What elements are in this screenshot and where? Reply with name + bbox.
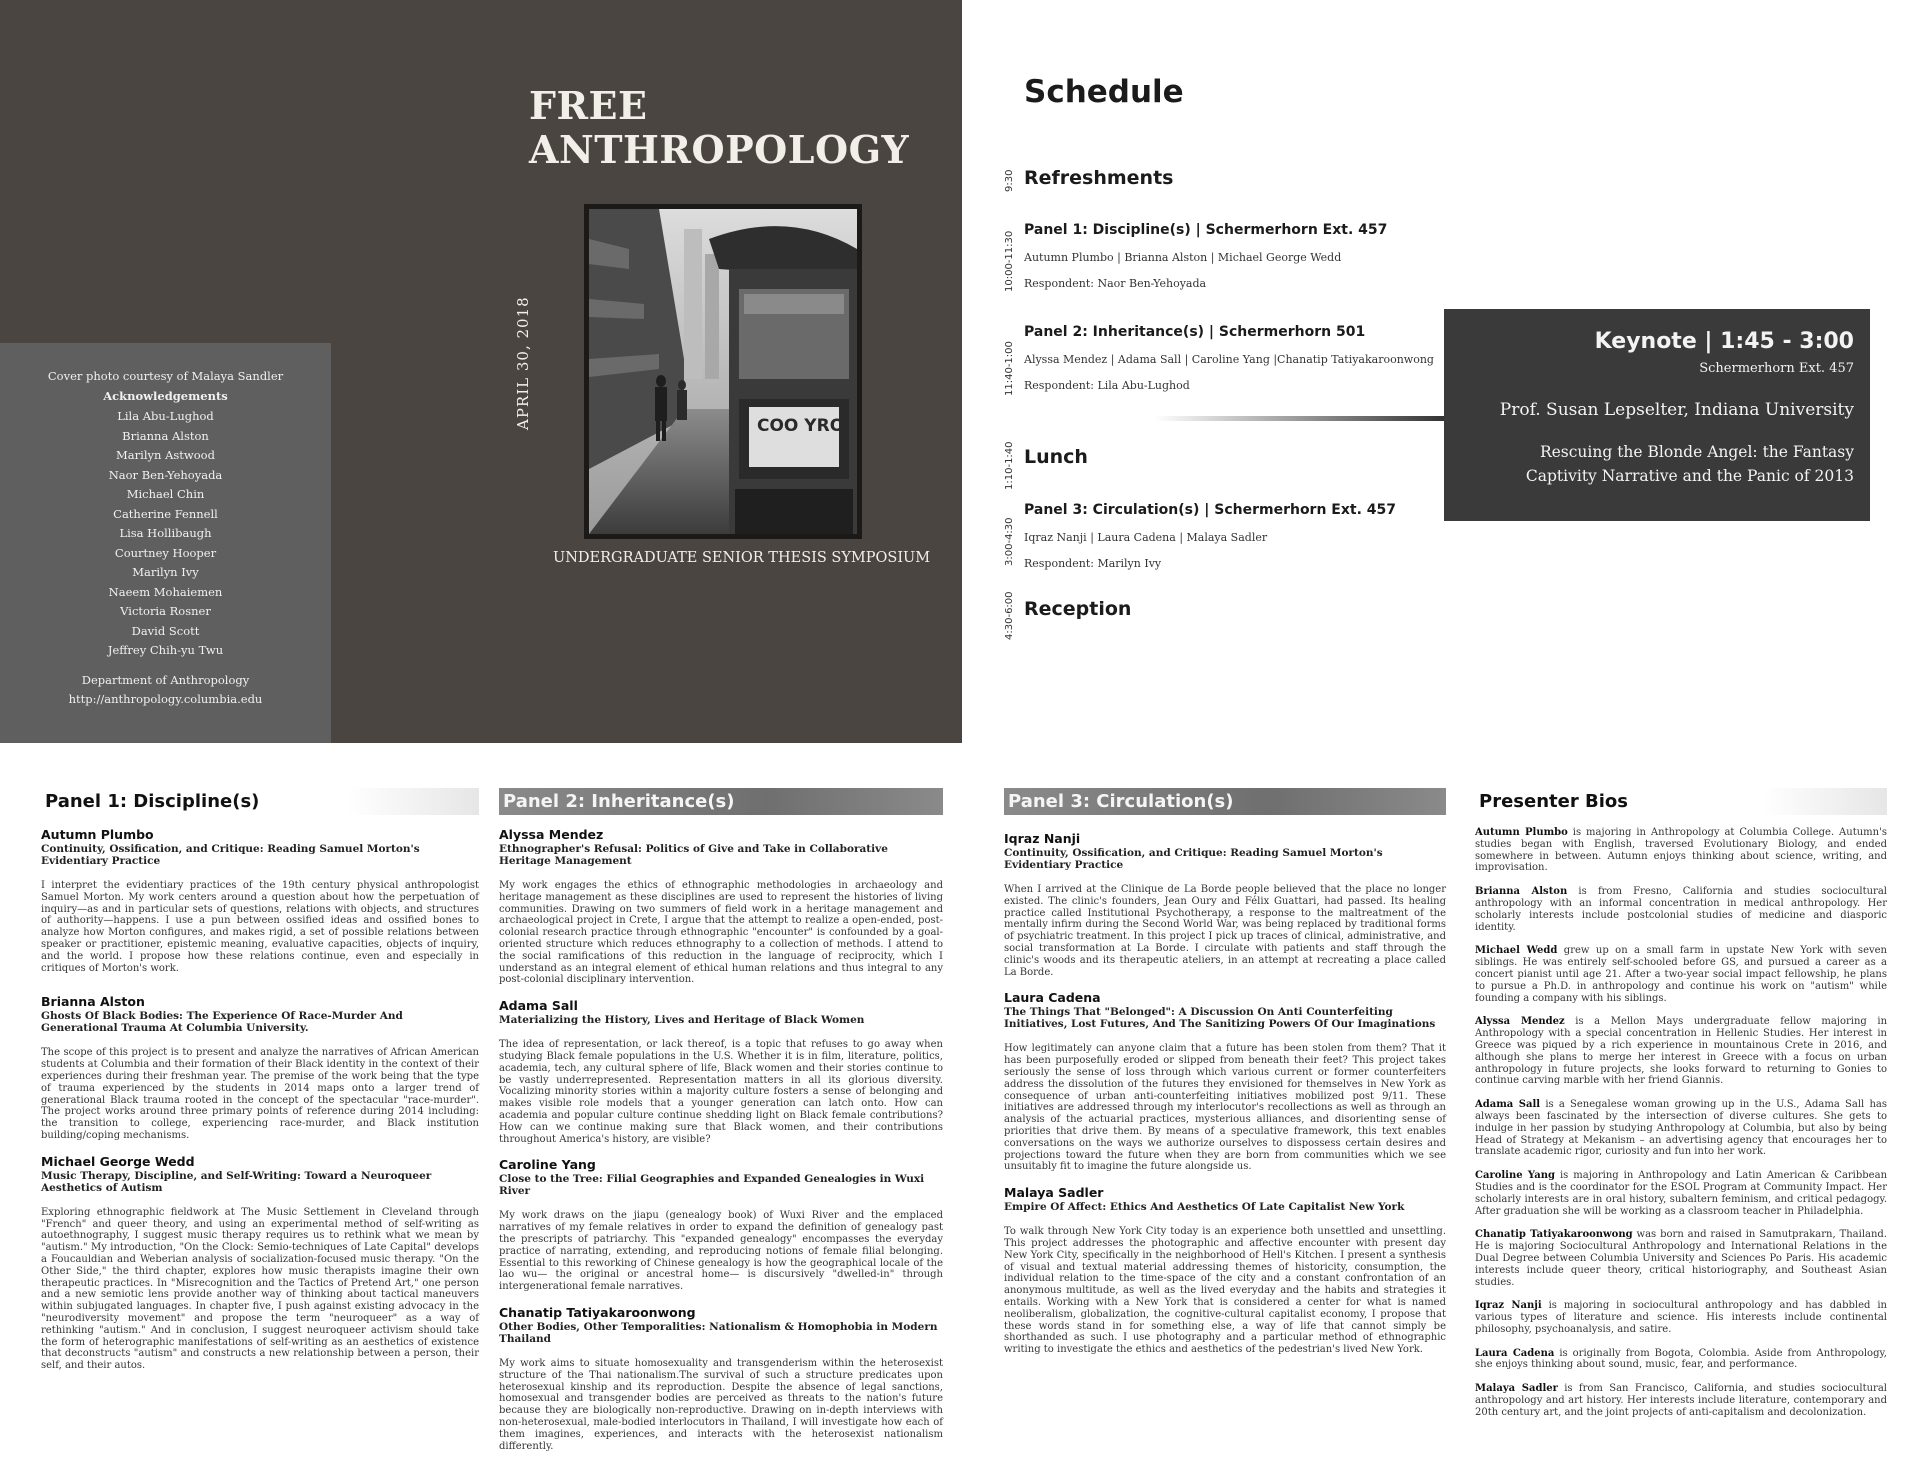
acknowledgements-list (0, 407, 331, 661)
paper-abstract: My work aims to situate homosexuality and transgenderism within the heterosexist structure of the Thai nationalism.The survival of such a structure predicates upon heterosexual kinship and its reproduction. Despite the absence of legal sanctions, homosexual and transgender bodies are perceived as threats to the nation's future because they are biologically non-reproductive. Drawing on in-depth interviews with non-heterosexual, male-bodied interlocutors in Thailand, I will investigate how each of them imagines, experiences, and interacts with the heterosexist nationalism differently. (499, 1357, 943, 1452)
bios-column (1475, 788, 1887, 1419)
reception-label: Reception (1024, 598, 1132, 620)
bio-text: is originally from Bogota, Colombia. Aside from Anthropology, she enjoys thinking about sound, music, fear, and performance. (1475, 1347, 1887, 1371)
paper-title: Close to the Tree: Filial Geographies and Expanded Genealogies in Wuxi River (499, 1173, 925, 1198)
bio-entry (1475, 1170, 1887, 1217)
ack-name: Catherine Fennell (113, 506, 218, 521)
presenter-name: Brianna Alston (41, 994, 145, 1010)
paper-title: Ghosts Of Black Bodies: The Experience Of Race-Murder And Generational Trauma At Columbia University. (41, 1010, 403, 1035)
paper-title: Continuity, Ossification, and Critique: Reading Samuel Morton's Evidentiary Practice (1004, 847, 1383, 871)
paper-abstract: When I arrived at the Clinique de La Borde people believed that the place no longer existed. The clinic's founders, Jean Oury and Félix Guattari, had passed. Its healing practice called Institutional Psychotherapy, a response to the maltreatment of the mentally infirm during the Second World War, was being replaced by traditional forms of psychiatric treatment. In this project I pick up traces of clinical, administrative, and social transformation at La Borde. I circulate with patients and staff through the clinic's woods and its therapeutic ateliers, in an attempt at recreating a place called La Borde. (1004, 884, 1446, 978)
street-scene-photo (589, 209, 857, 534)
panel2-heading: Panel 2: Inheritance(s) (499, 788, 943, 815)
paper-title: Materializing the History, Lives and Heritage of Black Women (499, 1014, 865, 1027)
panel3-time: 3:00-4:30 (1004, 517, 1015, 566)
panel3-heading: Panel 3: Circulation(s) (1004, 788, 1446, 815)
bio-name: Iqraz Nanji (1475, 1300, 1542, 1312)
panel1-presenters: Autumn Plumbo | Brianna Alston | Michael George Wedd (1024, 251, 1342, 264)
bio-entry (1475, 1229, 1887, 1288)
panel1-heading: Panel 1: Discipline(s) (41, 788, 479, 815)
bio-text: grew up on a small farm in upstate New York with seven siblings. He was entirely self-schooled before GS, and pursued a career as a concert pianist until age 21. After a two-year social impact fellowship, he plans to pursue a Ph.D. in anthropology and continue his work on "autism" while founding a company with his siblings. (1475, 945, 1887, 1004)
ack-name: Brianna Alston (122, 428, 209, 443)
paper-title: Other Bodies, Other Temporalities: Nationalism & Homophobia in Modern Thailand (499, 1320, 938, 1345)
bio-name: Michael Wedd (1475, 945, 1558, 957)
presenter-name: Laura Cadena (1004, 990, 1101, 1006)
keynote-speaker: Prof. Susan Lepselter, Indiana University (1499, 400, 1854, 420)
ack-name: Michael Chin (126, 487, 205, 501)
paper-abstract: My work engages the ethics of ethnographic methodologies in archaeology and heritage management as these disciplines are used to represent the histories of living communities. Drawing on two summers of field work in a heritage management and archaeological project in Crete, I argue that the attempt to realize a open-ended, post-colonial research practice through ethnographic "encounter" is confounded by a goal-oriented structure which reduces ethnography to a collection of methods. I attend to the social ramifications of this reduction in the language of reciprocity, which I understand as an integral element of ethical human relations and thus integral to any post-colonial disciplinary intervention. (499, 880, 943, 986)
acknowledgements-panel (0, 343, 331, 743)
bio-entry (1475, 827, 1887, 874)
cover-subtitle: UNDERGRADUATE SENIOR THESIS SYMPOSIUM (553, 550, 931, 566)
panel1-time: 10:00-11:30 (1004, 230, 1015, 292)
bios-heading: Presenter Bios (1475, 788, 1887, 815)
paper-abstract: To walk through New York City today is an experience both unsettled and unsettling. This project addresses the photographic and affective encounter with present day New York City, specifically in the neighborhood of Hell's Kitchen. I present a synthesis of visual and textual material addressing themes of historicity, consumption, the individual relation to the time-space of the city and a constant confrontation of an anonymous multitude, as well as the lived everyday and the habits and strategies it entails. Working with a New York that is considered a center for what is named neoliberalism, globalization, the cognitive-cultural capitalist economy, I propose that these words stand in for something else, a way of life that cannot simply be shorthanded as such. I use photography and a particular method of ethnographic writing to investigate the ethics and aesthetics of the pedestrian's lived New York. (1004, 1226, 1446, 1356)
cart-sign-text: COO YRO (757, 416, 845, 436)
bio-name: Laura Cadena (1475, 1347, 1555, 1359)
abstract-entry (41, 827, 479, 974)
abstract-entry (1004, 1185, 1446, 1356)
paper-abstract: The idea of representation, or lack thereof, is a topic that refuses to go away when studying Black female populations in the U.S. Whether it is in film, literature, politics, academia, tech, any cultural sphere of life, Black women and their stories continue to be vastly underrepresented. Representation matters in all its glorious diversity. Vocalizing minority stories within a majority culture fosters a sense of belonging and makes visible role models that a younger generation can latch onto. How can academia and popular culture continue shedding light on Black female contributions? How can we continue making sure that Black women, and their contributions throughout America's history, are visible? (499, 1039, 943, 1145)
cover-title-line2: ANTHROPOLOGY (529, 127, 910, 172)
bio-entry (1475, 1300, 1887, 1335)
paper-abstract: How legitimately can anyone claim that a future has been stolen from them? That it has been purposefully eroded or slipped from beneath their feet? This project takes seriously the sense of loss through which various current or former counterfeiters address the dissolution of the futures they envisioned for themselves in New York as consequence of urban anti-counterfeiting initiatives mobilized post 9/11. These initiatives are addressed through my interlocutor's recollections as well as through an analysis of the actuarial practices, mysterious alliances, and disorienting sense of priorities that drive them. By means of a speculative framework, this text enables conversations on the ways we authorize ourselves to dispossess certain desires and projections toward the future when they are born from communities which we see unsuitably fit to imagine the future alongside us. (1004, 1043, 1446, 1173)
paper-abstract: The scope of this project is to present and analyze the narratives of African American students at Columbia and their formation of their Black identity in the context of their experiences during their freshman year. The premise of the work being that the type of trauma experienced by the students in 2014 maps onto a larger trend of generational Black trauma rooted in the concept of the spectacular "race-murder". The project works around three primary points of reference during 2014 including: the transition to college, experiencing race-murder, and Black institution building/coping mechanisms. (41, 1047, 479, 1141)
bio-name: Alyssa Mendez (1475, 1016, 1565, 1028)
bio-text: is from Fresno, California and studies sociocultural anthropology with an informal concentration in medical anthropology. Her scholarly interests include postcolonial studies of medicine and diasporic identity. (1475, 886, 1887, 933)
abstract-entry (499, 998, 943, 1145)
refreshments-label: Refreshments (1024, 167, 1174, 189)
presenter-name: Autumn Plumbo (41, 827, 154, 842)
acknowledgements-title: Acknowledgements (103, 389, 228, 403)
paper-abstract: My work draws on the jiapu (genealogy book) of Wuxi River and the emplaced narratives of my female relatives in order to expand the definition of genealogy past the prescripts of patriarchy. This "expanded genealogy" encompasses the everyday practice of narrating, extending, and reproducing notions of female filial belonging. Essential to this reworking of Chinese genealogy is how the geographical locale of the lao wu— the original or ancestral home— is discursively "dwelled-in" through intergenerational female narratives. (499, 1210, 943, 1293)
presenter-name: Michael George Wedd (41, 1153, 195, 1169)
paper-title: Continuity, Ossification, and Critique: Reading Samuel Morton's Evidentiary Practice (41, 843, 420, 867)
bio-text: is majoring in Anthropology at Columbia College. Autumn's studies began with English, traversed Evolutionary Biology, and ended somewhere in between. Autumn enjoys thinking about science, writing, and improvisation. (1475, 827, 1887, 874)
lunch-time: 1:10-1:40 (1004, 441, 1015, 490)
abstract-entry (499, 827, 943, 986)
refreshments-time: 9:30 (1004, 169, 1015, 192)
panel2-label: Panel 2: Inheritance(s) | Schermerhorn 501 (1024, 324, 1366, 340)
keynote-box (1444, 309, 1870, 521)
keynote-talk-title (1460, 440, 1854, 488)
panel2-respondent: Respondent: Lila Abu-Lughod (1024, 379, 1190, 392)
abstract-entry (41, 1154, 479, 1372)
bio-entry (1475, 1383, 1887, 1418)
bio-text: was born and raised in Samutprakarn, Thailand. He is majoring Sociocultural Anthropology and International Relations in the Dual Degree between Columbia University and Sciences Po Paris. His academic interests include queer theory, critical historiography, and Southeast Asian studies. (1475, 1229, 1887, 1288)
ack-name: David Scott (131, 623, 200, 638)
bio-entry (1475, 945, 1887, 1004)
bio-text: is from San Francisco, California, and studies sociocultural anthropology and art history. Her interests include literature, contemporary and 20th century art, and the joint projects of anti-capitalism and decolonization. (1475, 1383, 1887, 1418)
department-url[interactable]: http://anthropology.columbia.edu (68, 691, 263, 706)
bio-name: Adama Sall (1475, 1099, 1541, 1111)
bio-name: Autumn Plumbo (1475, 827, 1568, 838)
bio-name: Malaya Sadler (1475, 1383, 1558, 1395)
paper-title: Music Therapy, Discipline, and Self-Writing: Toward a Neuroqueer Aesthetics of Autism (41, 1169, 432, 1194)
abstract-entry (499, 1157, 943, 1293)
ack-name: Courtney Hooper (114, 545, 217, 560)
presenter-name: Alyssa Mendez (499, 827, 604, 842)
paper-abstract: I interpret the evidentiary practices of the 19th century physical anthropologist Samuel Morton. My work centers around a question about how the perpetuation of inquiry—as and in particular sets of questions, relations with objects, and structures of authority—happens. I use a pun between ossified ideas and ossified bones to analyze how Morton configures, and makes rigid, a set of possible relations between speaker or practitioner, epistemic meaning, evaluative capacities, objects of inquiry, and the world. I propose how these relations continue, even and especially in critiques of Morton's work. (41, 880, 479, 974)
bio-text: is a Senegalese woman growing up in the U.S., Adama Sall has always been fascinated by the intersection of diverse cultures. She gets to indulge in her passion by studying Anthropology at Columbia, but also by being Head of Strategy at Mekanism – an advertising agency that encourages her to translate academic rigor, curiosity and fun into her work. (1475, 1099, 1887, 1158)
keynote-talk-line1: Rescuing the Blonde Angel: the Fantasy (1539, 443, 1854, 461)
panel1-label: Panel 1: Discipline(s) | Schermerhorn Ext. 457 (1024, 222, 1388, 238)
panel1-column (41, 788, 479, 1372)
bio-text: is majoring in sociocultural anthropology and has dabbled in various types of literature and science. His interests include continental philosophy, psychoanalysis, and satire. (1475, 1300, 1887, 1335)
schedule-title: Schedule (1024, 74, 1184, 110)
bio-entry (1475, 1348, 1887, 1372)
panel3-presenters: Iqraz Nanji | Laura Cadena | Malaya Sadler (1024, 531, 1268, 544)
cover-photo (584, 204, 862, 539)
abstract-entry (499, 1305, 943, 1452)
bio-entry (1475, 886, 1887, 933)
panel2-column (499, 788, 943, 1452)
panel3-label: Panel 3: Circulation(s) | Schermerhorn Ext. 457 (1024, 502, 1397, 518)
bio-name: Caroline Yang (1475, 1170, 1555, 1182)
lunch-label: Lunch (1024, 446, 1088, 468)
presenter-name: Caroline Yang (499, 1157, 596, 1173)
ack-name: Lila Abu-Lughod (117, 409, 214, 423)
reception-time: 4:30-6:00 (1004, 591, 1015, 640)
ack-name: Lisa Hollibaugh (119, 526, 212, 540)
paper-abstract: Exploring ethnographic fieldwork at The Music Settlement in Cleveland through "French" and queer theory, and using an experimental method of self-writing as autoethnography, I suggest music therapy requires us to rethink what we mean by "autism." My introduction, "On the Clock: Semio-techniques of Late Capital" develops a Foucauldian and Weberian analysis of socialization-focused music therapy. "On the Other Side," the third chapter, explores how music therapists imagine their own therapeutic practices. In "Misrecognition and the Tactics of Pretend Art," one person and a new semiotic lens provide another way of thinking about tactical maneuvers within subjugated languages. In chapter five, I push against existing advocacy in the "neurodiversity movement" and propose the term "neuroqueer" as a way of rethinking "autism." And in conclusion, I suggest neuroqueer activism should take the form of heterographic manifestations of self-writing as an aesthetics of existence that deconstructs "autism" and constructs a new relationship between a person, their self, and their autos. (41, 1206, 479, 1372)
panel3-column (1004, 788, 1446, 1356)
paper-title: Ethnographer's Refusal: Politics of Give and Take in Collaborative Heritage Management (499, 843, 888, 867)
schedule-page (962, 0, 1920, 743)
abstract-entry (1004, 990, 1446, 1173)
bio-name: Brianna Alston (1475, 886, 1568, 898)
abstract-entry (1004, 831, 1446, 978)
presenter-name: Malaya Sadler (1004, 1185, 1104, 1201)
ack-name: Jeffrey Chih-yu Twu (107, 643, 224, 657)
presenter-name: Chanatip Tatiyakaroonwong (499, 1304, 696, 1320)
photo-credit: Cover photo courtesy of Malaya Sandler (47, 369, 284, 383)
bio-entry (1475, 1016, 1887, 1087)
panel3-respondent: Respondent: Marilyn Ivy (1024, 557, 1162, 570)
paper-title: The Things That "Belonged": A Discussion On Anti Counterfeiting Initiatives, Lost Futures, And The Sanitizing Powers Of Our Imaginations (1004, 1006, 1436, 1031)
ack-name: Victoria Rosner (120, 604, 211, 618)
keynote-title: Keynote | 1:45 - 3:00 (1594, 329, 1854, 354)
panel1-respondent: Respondent: Naor Ben-Yehoyada (1024, 277, 1207, 290)
keynote-talk-line2: Captivity Narrative and the Panic of 2013 (1525, 467, 1854, 485)
bio-text: is majoring in Anthropology and Latin American & Caribbean Studies and is the coordinator for the ESOL Program at Community Impact. Her scholarly interests are in oral history, subaltern feminism, and critical pedagogy. After graduation she will be working as a classroom teacher in Philadelphia. (1475, 1170, 1888, 1217)
presenter-name: Iqraz Nanji (1004, 831, 1081, 846)
ack-name: Naor Ben-Yehoyada (108, 467, 223, 482)
panel2-time: 11:40-1:00 (1004, 341, 1015, 396)
cover-title (529, 84, 909, 172)
paper-title: Empire Of Affect: Ethics And Aesthetics Of Late Capitalist New York (1004, 1201, 1405, 1214)
keynote-location: Schermerhorn Ext. 457 (1699, 361, 1854, 376)
brochure-cover (0, 0, 962, 743)
bio-text: is a Mellon Mays undergraduate fellow majoring in Anthropology with a special concentration in Hellenic Studies. Her interest in Greece was piqued by a rich experience in mountainous Crete in 2016, and although she plans to merge her interest in Greece with a focus on urban anthropology in future projects, she looks forward to returning to Gonies to continue carving marble with her friend Giannis. (1475, 1016, 1888, 1087)
cover-title-line1: FREE (529, 83, 648, 128)
bio-name: Chanatip Tatiyakaroonwong (1475, 1229, 1633, 1241)
panel2-presenters: Alyssa Mendez | Adama Sall | Caroline Yang |Chanatip Tatiyakaroonwong (1024, 353, 1434, 366)
abstract-entry (41, 994, 479, 1141)
bio-entry (1475, 1099, 1887, 1158)
ack-name: Naeem Mohaiemen (108, 584, 223, 599)
ack-name: Marilyn Astwood (116, 448, 215, 462)
presenter-name: Adama Sall (499, 998, 578, 1014)
cover-date: APRIL 30, 2018 (514, 296, 532, 430)
keynote-divider (1154, 416, 1444, 421)
department-name: Department of Anthropology (81, 672, 250, 687)
ack-name: Marilyn Ivy (132, 565, 199, 579)
